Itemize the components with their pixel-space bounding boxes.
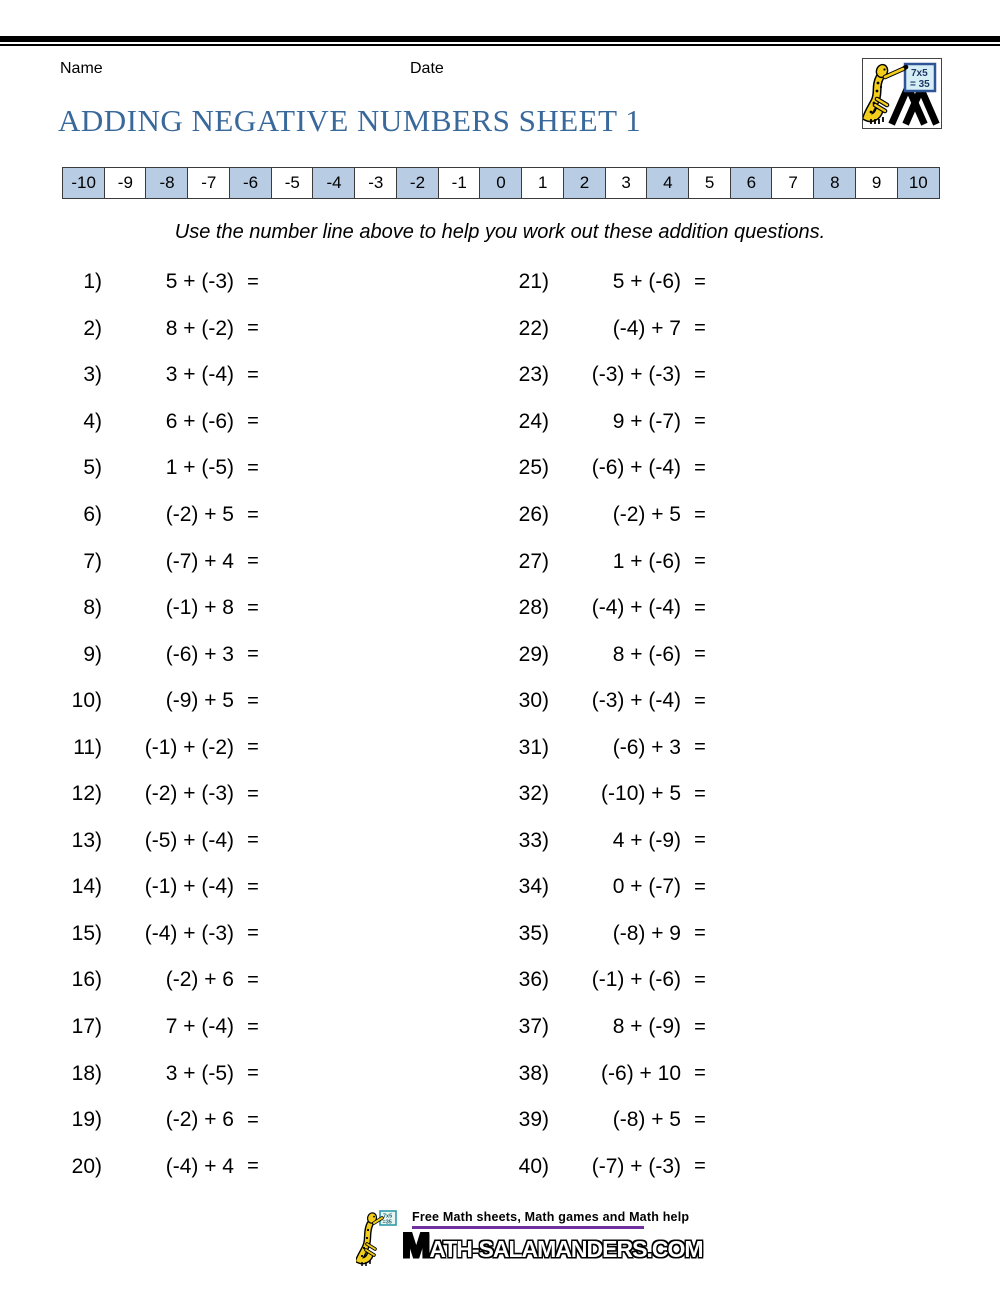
whiteboard-icon <box>905 64 935 91</box>
number-line-cell: -6 <box>229 167 272 199</box>
number-line-cell: 4 <box>646 167 689 199</box>
problem-expression: (-6) + 10 <box>601 1061 681 1085</box>
problems-column-left <box>58 259 272 1190</box>
problem-number: 20) <box>71 1154 102 1178</box>
svg-text:7x5: 7x5 <box>383 1213 393 1220</box>
salamander-icon <box>867 63 906 124</box>
equals-sign: = <box>694 503 706 526</box>
problem-number: 18) <box>71 1061 102 1085</box>
problem-number: 5) <box>83 456 102 480</box>
problem-expression: 8 + (-6) <box>612 642 681 666</box>
problem-number: 22) <box>518 316 549 340</box>
problem-expression: (-9) + 5 <box>165 689 234 713</box>
instruction-text: Use the number line above to help you work out these addition questions. <box>174 221 826 243</box>
svg-text:7x5: 7x5 <box>911 68 928 79</box>
equals-sign: = <box>247 1108 259 1131</box>
problem-expression: (-10) + 5 <box>601 782 681 806</box>
equals-sign: = <box>694 456 706 479</box>
equals-sign: = <box>694 875 706 898</box>
problem-number: 40) <box>518 1154 549 1178</box>
problem-expression: (-1) + (-2) <box>144 735 234 759</box>
problem-number: 19) <box>71 1108 102 1132</box>
equals-sign: = <box>247 736 259 759</box>
problem-number: 37) <box>518 1015 549 1039</box>
equals-sign: = <box>247 643 259 666</box>
equals-sign: = <box>247 317 259 340</box>
equals-sign: = <box>694 922 706 945</box>
problem-expression: (-3) + (-3) <box>591 363 681 387</box>
equals-sign: = <box>694 643 706 666</box>
problem-number: 7) <box>83 549 102 573</box>
problem-number: 2) <box>83 316 102 340</box>
svg-text:=35: =35 <box>382 1219 392 1226</box>
problem-number: 31) <box>518 735 549 759</box>
problem-expression: 6 + (-6) <box>165 409 234 433</box>
salamander-logo <box>862 58 942 129</box>
number-line-cell: 9 <box>855 167 898 199</box>
equals-sign: = <box>247 596 259 619</box>
equals-sign: = <box>247 1062 259 1085</box>
problem-number: 17) <box>71 1015 102 1039</box>
equals-sign: = <box>247 503 259 526</box>
problem-number: 13) <box>71 828 102 852</box>
problem-expression: 1 + (-6) <box>612 549 681 573</box>
problem-expression: (-5) + (-4) <box>144 828 234 852</box>
equals-sign: = <box>247 922 259 945</box>
problem-expression: (-4) + 7 <box>612 316 681 340</box>
problem-number: 11) <box>73 735 102 759</box>
problem-expression: (-2) + 6 <box>165 968 234 992</box>
problem-expression: 8 + (-9) <box>612 1015 681 1039</box>
problem-expression: (-2) + (-3) <box>144 782 234 806</box>
problem-expression: (-8) + 5 <box>612 1108 681 1132</box>
equals-sign: = <box>694 1015 706 1038</box>
problem-number: 14) <box>71 875 102 899</box>
number-line-cell: 3 <box>605 167 648 199</box>
problem-expression: (-1) + (-6) <box>591 968 681 992</box>
equals-sign: = <box>694 410 706 433</box>
problem-expression: 0 + (-7) <box>612 875 681 899</box>
number-line-cell: -10 <box>62 167 105 199</box>
problem-expression: (-4) + (-4) <box>591 596 681 620</box>
footer-tagline: Free Math sheets, Math games and Math help <box>412 1210 690 1224</box>
number-line-cell: -9 <box>104 167 147 199</box>
number-line-cell: -1 <box>438 167 481 199</box>
equals-sign: = <box>694 968 706 991</box>
problem-expression: (-6) + (-4) <box>591 456 681 480</box>
equals-sign: = <box>694 317 706 340</box>
number-line-cell: 5 <box>688 167 731 199</box>
problem-number: 8) <box>83 596 102 620</box>
footer-text-block <box>402 1210 703 1266</box>
number-line-cell: 7 <box>771 167 814 199</box>
equals-sign: = <box>247 456 259 479</box>
equals-sign: = <box>247 875 259 898</box>
number-line-cell: -2 <box>396 167 439 199</box>
problem-number: 33) <box>518 828 549 852</box>
problem-number: 10) <box>71 689 102 713</box>
equals-sign: = <box>694 829 706 852</box>
problem-expression: 5 + (-3) <box>165 270 234 294</box>
equals-sign: = <box>694 1155 706 1178</box>
problem-number: 38) <box>518 1061 549 1085</box>
problem-expression: 3 + (-4) <box>165 363 234 387</box>
equals-sign: = <box>694 1108 706 1131</box>
problem-expression: 5 + (-6) <box>612 270 681 294</box>
problem-number: 6) <box>83 503 102 526</box>
problem-number: 30) <box>518 689 549 713</box>
problem-number: 39) <box>518 1108 549 1132</box>
equals-sign: = <box>247 829 259 852</box>
problem-number: 3) <box>83 363 102 387</box>
equals-sign: = <box>247 1015 259 1038</box>
equals-sign: = <box>247 689 259 712</box>
equals-sign: = <box>694 363 706 386</box>
footer-salamander-icon <box>356 1210 398 1268</box>
equals-sign: = <box>694 596 706 619</box>
svg-text:= 35: = 35 <box>910 79 930 90</box>
problem-expression: 9 + (-7) <box>612 409 681 433</box>
problem-number: 27) <box>518 549 549 573</box>
problem-expression: (-7) + (-3) <box>591 1154 681 1178</box>
problem-expression: (-2) + 5 <box>612 503 681 526</box>
problem-expression: (-4) + (-3) <box>144 921 234 945</box>
number-line-cell: -3 <box>354 167 397 199</box>
equals-sign: = <box>694 270 706 293</box>
equals-sign: = <box>247 270 259 293</box>
problem-number: 15) <box>71 921 102 945</box>
equals-sign: = <box>247 782 259 805</box>
problem-number: 24) <box>518 409 549 433</box>
number-line-cell: -4 <box>312 167 355 199</box>
problem-expression: (-2) + 5 <box>165 503 234 526</box>
equals-sign: = <box>247 410 259 433</box>
equals-sign: = <box>694 782 706 805</box>
problem-expression: 1 + (-5) <box>165 456 234 480</box>
problem-number: 36) <box>518 968 549 992</box>
problem-expression: (-8) + 9 <box>612 921 681 945</box>
number-line-cell: 2 <box>563 167 606 199</box>
footer-brand <box>356 1210 703 1268</box>
problem-number: 34) <box>518 875 549 899</box>
problem-expression: (-4) + 4 <box>165 1154 234 1178</box>
equals-sign: = <box>694 550 706 573</box>
problem-number: 32) <box>518 782 549 806</box>
number-line-cell: -8 <box>145 167 188 199</box>
equals-sign: = <box>694 689 706 712</box>
equals-sign: = <box>694 1062 706 1085</box>
problem-number: 21) <box>518 270 549 294</box>
equals-sign: = <box>247 968 259 991</box>
salamander-logo-icon <box>863 59 940 127</box>
problem-expression: (-7) + 4 <box>165 549 234 573</box>
problem-number: 26) <box>518 503 549 526</box>
problem-expression: (-6) + 3 <box>165 642 234 666</box>
problem-expression: 7 + (-4) <box>165 1015 234 1039</box>
site-wordmark: MATH-SALAMANDERS.COM <box>402 1227 703 1265</box>
problem-expression: (-6) + 3 <box>612 735 681 759</box>
problem-number: 9) <box>83 642 102 666</box>
problem-expression: (-1) + 8 <box>165 596 234 620</box>
problem-expression: (-3) + (-4) <box>591 689 681 713</box>
number-line-cell: 10 <box>897 167 940 199</box>
equals-sign: = <box>694 736 706 759</box>
equals-sign: = <box>247 550 259 573</box>
number-line-cell: 1 <box>521 167 564 199</box>
problem-number: 16) <box>71 968 102 992</box>
problem-number: 25) <box>518 456 549 480</box>
problem-expression: 8 + (-2) <box>165 316 234 340</box>
equals-sign: = <box>247 1155 259 1178</box>
name-label: Name <box>60 60 103 77</box>
number-line-cell: -7 <box>187 167 230 199</box>
number-line-cell: -5 <box>271 167 314 199</box>
problem-expression: 3 + (-5) <box>165 1061 234 1085</box>
problem-number: 35) <box>518 921 549 945</box>
problem-number: 4) <box>83 409 102 433</box>
problems-column-right <box>503 259 719 1190</box>
number-line-cell: 6 <box>730 167 773 199</box>
number-line-cell: 8 <box>813 167 856 199</box>
page-title: ADDING NEGATIVE NUMBERS SHEET 1 <box>58 103 642 138</box>
date-label: Date <box>410 60 444 77</box>
problem-number: 23) <box>518 363 549 387</box>
top-divider <box>0 36 1000 46</box>
equals-sign: = <box>247 363 259 386</box>
problem-number: 12) <box>71 782 102 806</box>
problem-expression: (-2) + 6 <box>165 1108 234 1132</box>
number-line <box>62 167 940 199</box>
problem-number: 28) <box>518 596 549 620</box>
problem-number: 29) <box>518 642 549 666</box>
problem-expression: (-1) + (-4) <box>144 875 234 899</box>
problem-number: 1) <box>83 270 102 294</box>
problem-expression: 4 + (-9) <box>612 828 681 852</box>
number-line-cell: 0 <box>479 167 522 199</box>
